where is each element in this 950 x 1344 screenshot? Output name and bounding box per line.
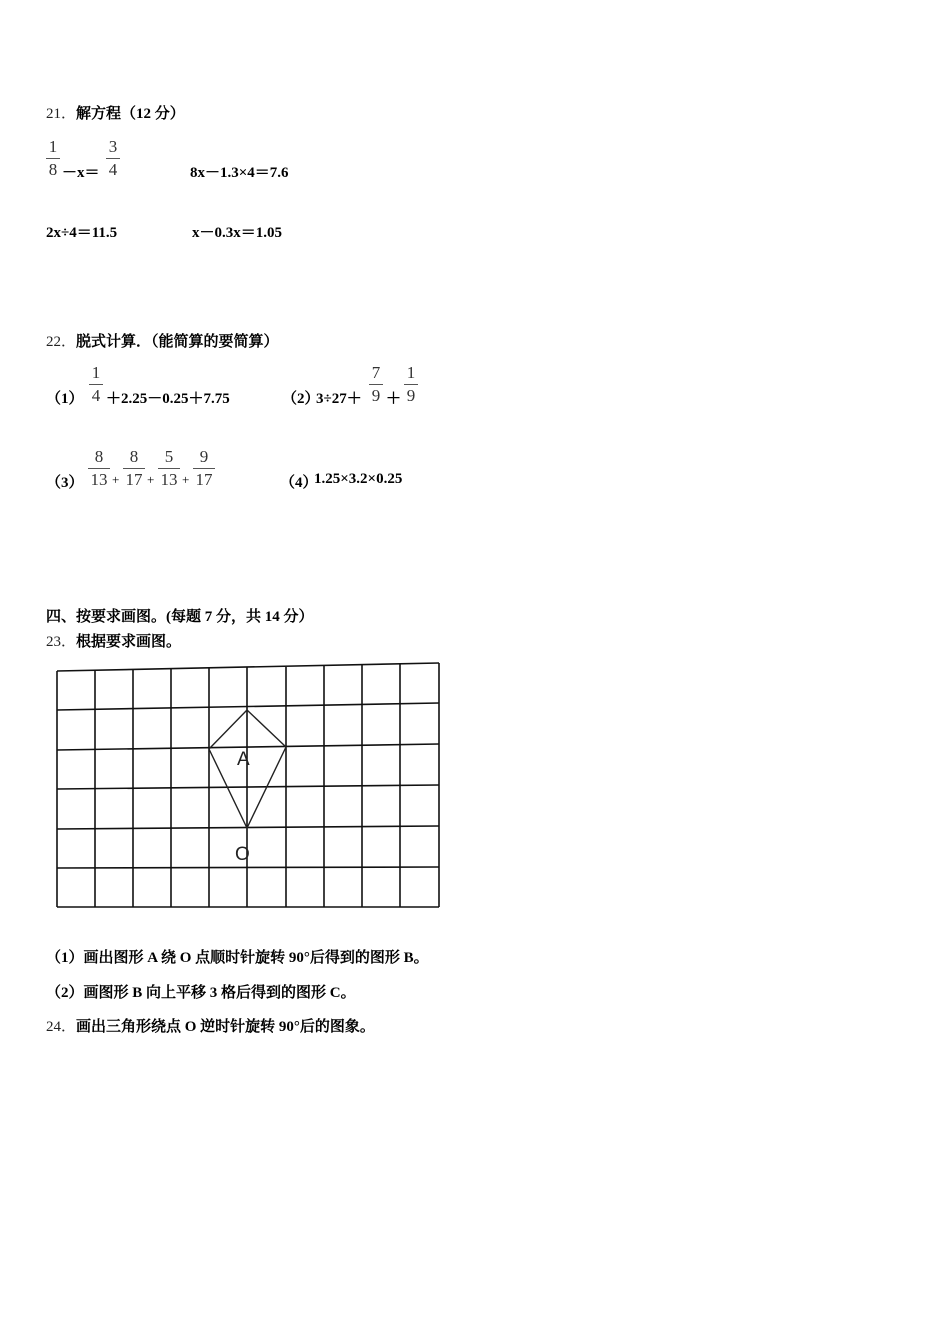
q24-title: 画出三角形绕点 O 逆时针旋转 90°后的图象。 [76, 1019, 375, 1035]
q22-p4-label: （4） [280, 475, 318, 491]
q21-eq1-fraction-1: 1 8 [46, 137, 60, 180]
q22-p3-fraction-3: 5 13 [158, 447, 180, 490]
q24-heading [46, 1015, 375, 1036]
label-a: A [237, 749, 250, 770]
q22-p3-plus-1: + [112, 472, 120, 487]
grid-lines [57, 663, 439, 907]
q22-p3-label: （3） [46, 475, 84, 491]
q23-sub-2: （2）画图形 B 向上平移 3 格后得到的图形 C。 [46, 985, 356, 1001]
q22-heading [46, 330, 279, 351]
q23-heading [46, 630, 181, 651]
q21-eq1-fraction-2: 3 4 [106, 137, 120, 180]
q22-p3-plus-2: + [147, 472, 155, 487]
q22-p3-plus-3: + [182, 472, 190, 487]
q21-eq1-middle: －x＝ [62, 165, 100, 181]
q22-p2-text: 3÷27＋ [316, 391, 362, 407]
q23-title: 根据要求画图。 [76, 634, 182, 650]
section-4-title: 四、按要求画图。(每题 7 分，共 14 分） [46, 609, 314, 625]
label-o: O [235, 844, 250, 865]
q22-number: 22． [46, 334, 77, 350]
q21-equation-3: 2x÷4＝11.5 [46, 225, 118, 241]
q22-p4-text: 1.25×3.2×0.25 [314, 471, 403, 487]
q22-p2-fraction-2: 1 9 [404, 363, 418, 406]
q22-p2-plus: ＋ [386, 391, 402, 407]
q24-number: 24． [46, 1019, 77, 1035]
q23-number: 23． [46, 634, 77, 650]
q21-equation-2: 8x－1.3×4＝7.6 [190, 165, 289, 181]
q22-p1-rest: ＋2.25－0.25＋7.75 [106, 391, 230, 407]
q22-p3-fraction-4: 9 17 [193, 447, 215, 490]
q22-p3-fraction-2: 8 17 [123, 447, 145, 490]
q22-title: 脱式计算．（能简算的要简算） [76, 334, 279, 350]
q22-p2-fraction-1: 7 9 [369, 363, 383, 406]
q22-p1-fraction: 1 4 [89, 363, 103, 406]
q23-sub-1: （1）画出图形 A 绕 O 点顺时针旋转 90°后得到的图形 B。 [46, 950, 429, 966]
q21-equation-4: x－0.3x＝1.05 [192, 225, 283, 241]
q21-number: 21． [46, 106, 77, 122]
q22-p1-label: （1） [46, 391, 84, 407]
q23-grid-figure [50, 658, 450, 914]
q22-p3-fraction-1: 8 13 [88, 447, 110, 490]
q21-title: 解方程（12 分） [76, 106, 185, 122]
q22-p2-label: （2） [282, 391, 320, 407]
q21-heading [46, 102, 185, 123]
